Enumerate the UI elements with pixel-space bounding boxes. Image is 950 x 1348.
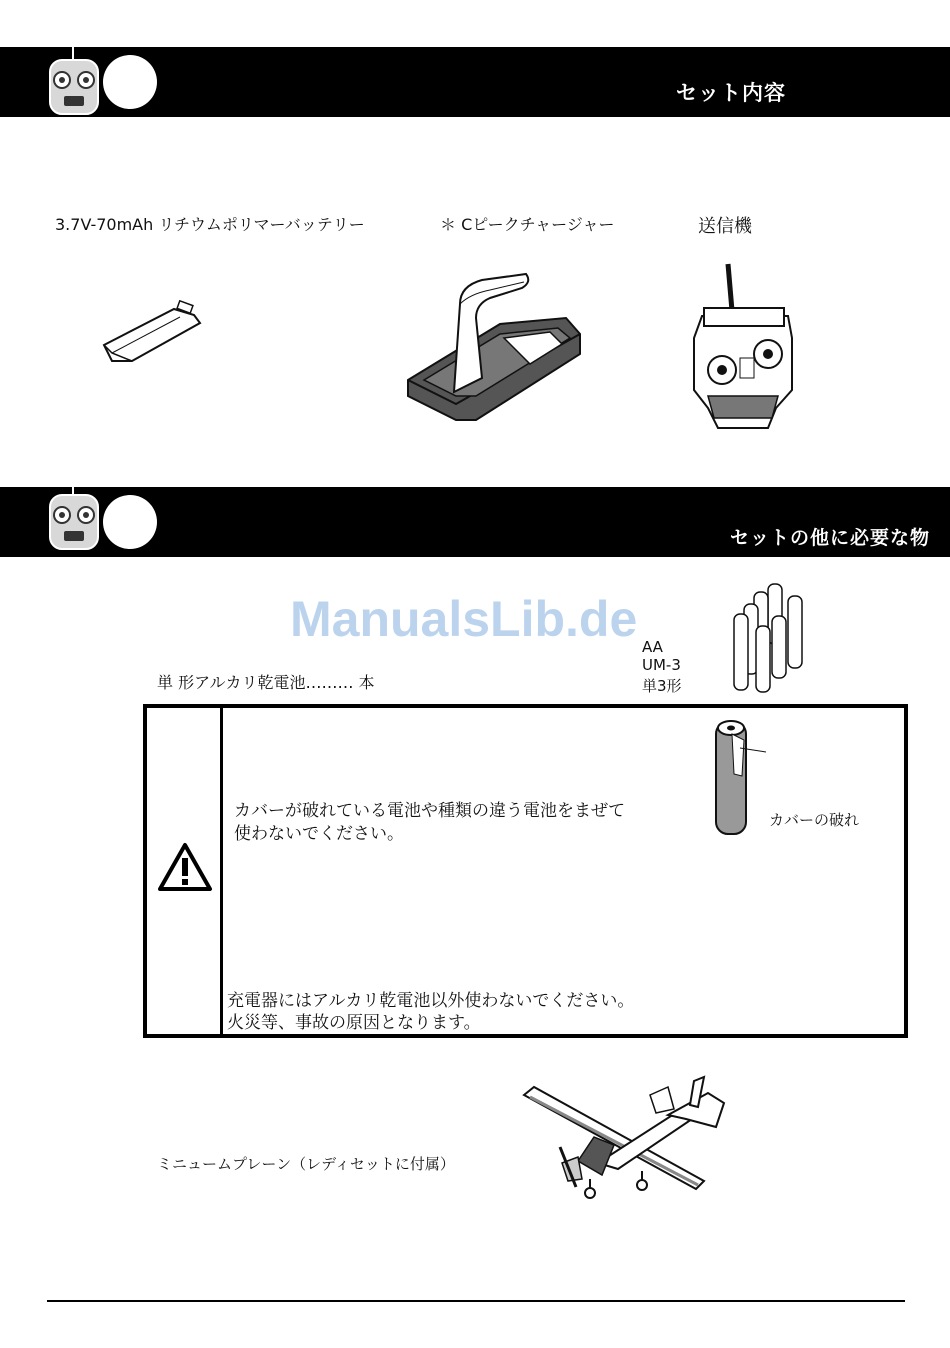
warning-triangle-icon (157, 842, 213, 892)
aa-batteries-icon (726, 580, 816, 698)
battery-type-aa: AA (642, 638, 663, 656)
footer-rule (47, 1300, 905, 1302)
warning-box (143, 704, 908, 1038)
battery-type-um3: UM-3 (642, 656, 681, 674)
warning-text-2-line-1: 充電器にはアルカリ乾電池以外使わないでください。 (227, 991, 635, 1011)
transmitter-logo-icon (44, 44, 104, 118)
section-title: セットの他に必要な物 (730, 527, 931, 549)
battery-type-tan3: 単3形 (642, 677, 682, 695)
watermark: ManualsLib.de (290, 591, 638, 647)
charger-label: ＊ Cピークチャージャー (440, 215, 615, 234)
warning-text-1-line-1: カバーが破れている電池や種類の違う電池をまぜて (234, 801, 625, 821)
plane-label: ミニュームプレーン（レディセットに付属） (157, 1155, 455, 1173)
transmitter-label: 送信機 (698, 216, 752, 237)
warning-divider (220, 708, 223, 1034)
section-number-circle (103, 495, 157, 549)
cover-torn-label: カバーの破れ (769, 811, 860, 829)
torn-cover-battery-icon (710, 716, 770, 840)
warning-text-1-line-2: 使わないでください。 (234, 824, 404, 844)
battery-pack-icon (96, 295, 208, 370)
section-number-circle (103, 55, 157, 109)
charger-icon (400, 268, 590, 428)
transmitter-icon (688, 258, 798, 434)
battery-pack-label: 3.7V-70mAh リチウムポリマーバッテリー (55, 215, 365, 234)
section-title: セット内容 (676, 81, 786, 105)
battery-requirement-label: 単 形アルカリ乾電池……… 本 (157, 673, 375, 692)
airplane-icon (518, 1075, 732, 1203)
warning-text-2-line-2: 火災等、事故の原因となります。 (227, 1013, 481, 1033)
transmitter-logo-icon (44, 479, 104, 553)
